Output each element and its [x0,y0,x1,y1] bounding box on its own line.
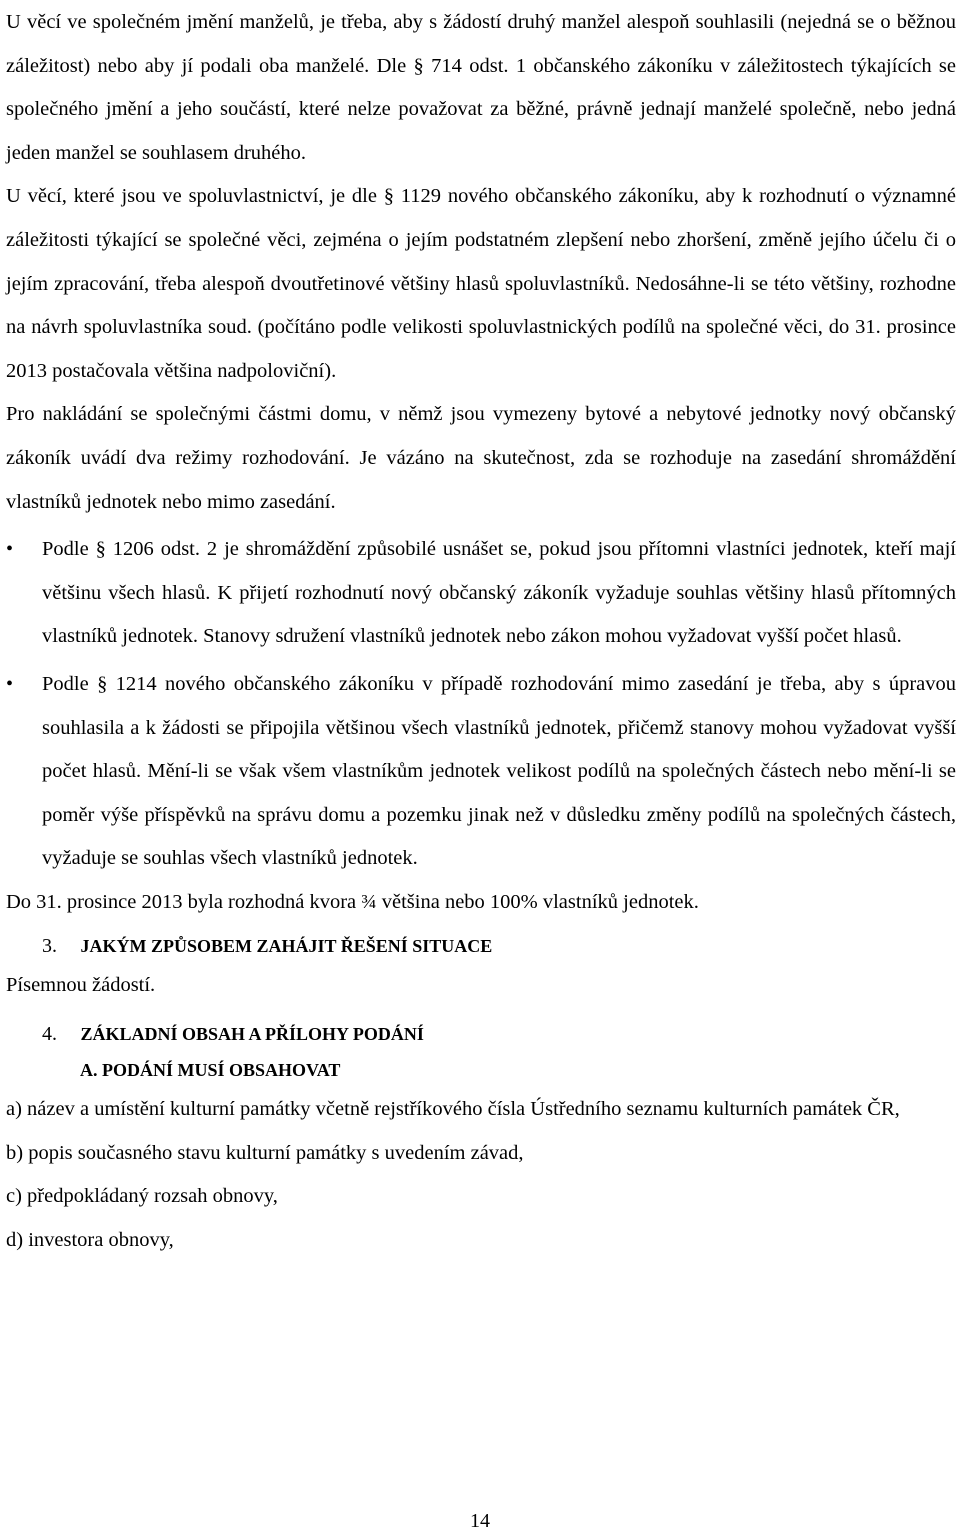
section-number: 3. [42,935,57,958]
section-title: JAKÝM ZPŮSOBEM ZAHÁJIT ŘEŠENÍ SITUACE [80,936,493,957]
bullet-text: Podle § 1206 odst. 2 je shromáždění způsobilé usnášet se, pokud jsou přítomni vlastníci jednotek, kteří mají většinu všech hlasů. K přijetí rozhodnutí nový občanský zákoník vyžaduje souhlas většiny hlasů přítomných vlastníků jednotek. Stanovy sdružení vlastníků jednotek nebo zákon mohou vyžadovat vyšší počet hlasů. [42,538,956,648]
list-item: d) investora obnovy, [6,1228,174,1251]
bullet-item [6,663,956,881]
paragraph-common-parts: Pro nakládání se společnými částmi domu, v němž jsou vymezeny bytové a nebytové jednotky nový občanský zákoník uvádí dva režimy rozhodování. Je vázáno na skutečnost, zda se rozhoduje na zasedání shromáždění vlastníků jednotek nebo mimo zasedání. [6,403,956,513]
section-heading-3 [6,928,956,964]
bullet-icon: • [6,672,14,695]
bullet-icon: • [6,538,14,561]
list-item: c) předpokládaný rozsah obnovy, [6,1185,278,1208]
bullet-text: Podle § 1214 nového občanského zákoníku v případě rozhodování mimo zasedání je třeba, aby s úpravou souhlasila a k žádosti se připojila většinou všech vlastníků jednotek, přičemž stanovy mohou vyžadovat vyšší počet hlasů. Mění-li se však všem vlastníkům jednotek velikost podílů na společných částech nebo mění-li se poměr výše příspěvků na správu domu a pozemku jinak než v důsledku změny podílů na společných částech, vyžaduje se souhlas všech vlastníků jednotek. [42,672,956,870]
subsection-heading: A. PODÁNÍ MUSÍ OBSAHOVAT [80,1060,341,1081]
document-page [6,0,956,1262]
page-number: 14 [470,1510,490,1532]
bullet-list [6,528,956,881]
paragraph-written-request: Písemnou žádostí. [6,974,156,997]
paragraph-joint-property: U věcí ve společném jmění manželů, je třeba, aby s žádostí druhý manžel alespoň souhlasili (nejedná se o běžnou záležitost) nebo aby jí podali oba manželé. Dle § 714 odst. 1 občanského zákoníku v záležitostech týkajících se společného jmění a jeho součástí, které nelze považovat za běžné, právně jednají manželé společně, nebo jedná jeden manžel se souhlasem druhého. [6,11,956,164]
bullet-item [6,528,956,659]
section-heading-4 [6,1016,956,1052]
paragraph-quorum: Do 31. prosince 2013 byla rozhodná kvora ¾ většina nebo 100% vlastníků jednotek. [6,890,699,913]
section-number: 4. [42,1023,57,1046]
list-item: b) popis současného stavu kulturní památky s uvedením závad, [6,1141,524,1164]
list-item: a) název a umístění kulturní památky včetně rejstříkového čísla Ústředního seznamu kulturních památek ČR, [6,1098,900,1121]
paragraph-co-ownership: U věcí, které jsou ve spoluvlastnictví, je dle § 1129 nového občanského zákoníku, aby k rozhodnutí o významné záležitosti týkající se společné věci, zejména o jejím podstatném zlepšení nebo zhoršení, změně jejího účelu či o jejím zpracování, třeba alespoň dvoutřetinové většiny hlasů spoluvlastníků. Nedosáhne-li se této většiny, rozhodne na návrh spoluvlastníka soud. (počítáno podle velikosti spoluvlastnických podílů na společné věci, do 31. prosince 2013 postačovala většina nadpoloviční). [6,185,956,382]
section-title: ZÁKLADNÍ OBSAH A PŘÍLOHY PODÁNÍ [80,1024,424,1045]
